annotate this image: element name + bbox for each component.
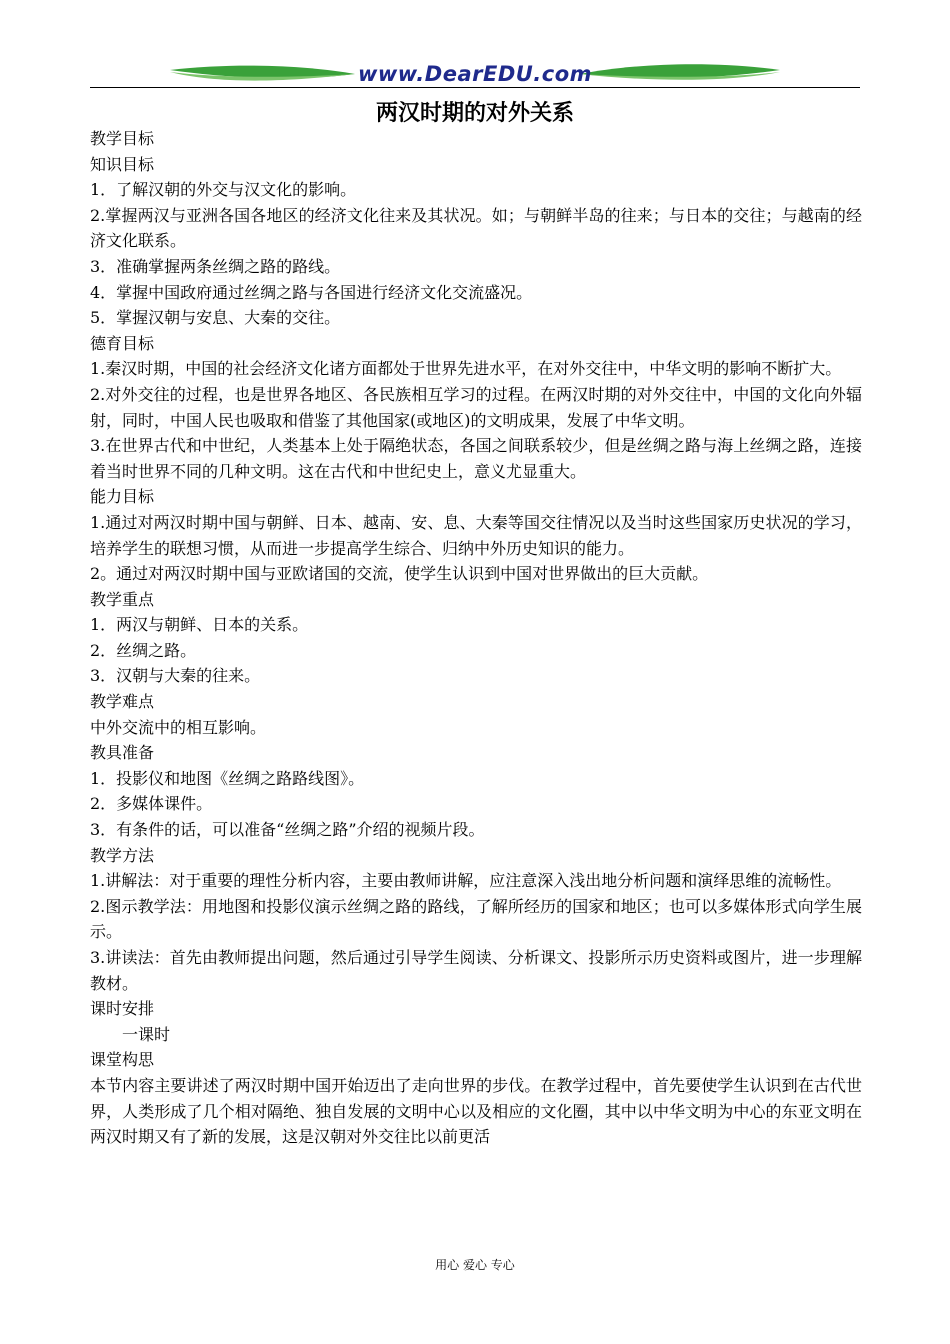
- text-line: 3．汉朝与大秦的往来。: [90, 666, 261, 686]
- text-line: 4．掌握中国政府通过丝绸之路与各国进行经济文化交流盛况。: [90, 282, 533, 302]
- text-line: 课时安排: [90, 999, 155, 1019]
- text-line: 能力目标: [90, 487, 155, 507]
- document-body: [90, 126, 862, 1150]
- text-line: 德育目标: [90, 333, 155, 353]
- text-line: 3．准确掌握两条丝绸之路的路线。: [90, 256, 341, 276]
- text-line: 3．有条件的话，可以准备“丝绸之路”介绍的视频片段。: [90, 820, 485, 840]
- text-line: 1．投影仪和地图《丝绸之路路线图》。: [90, 768, 365, 788]
- text-line: 教具准备: [90, 743, 155, 763]
- text-line: 课堂构思: [90, 1050, 155, 1070]
- text-line: 教学目标: [90, 129, 155, 148]
- text-line: 教学难点: [90, 692, 155, 712]
- text-line: 2.对外交往的过程，也是世界各地区、各民族相互学习的过程。在两汉时期的对外交往中，中国的文化向外辐射，同时，中国人民也吸取和借鉴了其他国家(或地区)的文明成果，发展了中华文明。: [90, 384, 862, 430]
- text-line: 3.讲读法：首先由教师提出问题，然后通过引导学生阅读、分析课文、投影所示历史资料或图片，进一步理解教材。: [90, 948, 862, 993]
- header-divider: [90, 87, 860, 88]
- text-line: 5．掌握汉朝与安息、大秦的交往。: [90, 308, 341, 328]
- text-line: 知识目标: [90, 154, 155, 174]
- text-line: 一课时: [122, 1024, 171, 1044]
- text-line: 中外交流中的相互影响。: [90, 717, 267, 737]
- text-line: 1.讲解法：对于重要的理性分析内容，主要由教师讲解，应注意深入浅出地分析问题和演绎思维的流畅性。: [90, 871, 842, 891]
- site-name: www.DearEDU.com: [357, 62, 593, 86]
- text-line: 2.图示教学法：用地图和投影仪演示丝绸之路的路线，了解所经历的国家和地区；也可以多媒体形式向学生展示。: [90, 896, 862, 942]
- text-line: 教学方法: [90, 845, 155, 865]
- document-title: 两汉时期的对外关系: [375, 100, 574, 126]
- text-line: 1.秦汉时期，中国的社会经济文化诸方面都处于世界先进水平，在对外交往中，中华文明的影响不断扩大。: [90, 359, 842, 379]
- text-line: 2．多媒体课件。: [90, 794, 213, 814]
- text-line: 1．两汉与朝鲜、日本的关系。: [90, 615, 309, 635]
- page-footer: 用心 爱心 专心: [435, 1258, 515, 1272]
- text-line: 1．了解汉朝的外交与汉文化的影响。: [90, 180, 357, 200]
- text-line: 1.通过对两汉时期中国与朝鲜、日本、越南、安、息、大秦等国交往情况以及当时这些国家历史状况的学习，培养学生的联想习惯，从而进一步提高学生综合、归纳中外历史知识的能力。: [90, 512, 862, 558]
- text-line: 2．丝绸之路。: [90, 640, 197, 660]
- text-line: 2。通过对两汉时期中国与亚欧诸国的交流，使学生认识到中国对世界做出的巨大贡献。: [90, 564, 709, 584]
- text-line: 教学重点: [90, 589, 155, 609]
- text-line: 3.在世界古代和中世纪，人类基本上处于隔绝状态，各国之间联系较少，但是丝绸之路与海上丝绸之路，连接着当时世界不同的几种文明。这在古代和中世纪史上，意义尤显重大。: [90, 436, 862, 481]
- text-line: 本节内容主要讲述了两汉时期中国开始迈出了走向世界的步伐。在教学过程中，首先要使学生认识到在古代世界，人类形成了几个相对隔绝、独自发展的文明中心以及相应的文化圈，其中以中华文明为中心的东亚文明在两汉时期又有了新的发展，这是汉朝对外交往比以前更活: [90, 1075, 862, 1147]
- text-line: 2.掌握两汉与亚洲各国各地区的经济文化往来及其状况。如；与朝鲜半岛的往来；与日本的交往；与越南的经济文化联系。: [90, 205, 862, 251]
